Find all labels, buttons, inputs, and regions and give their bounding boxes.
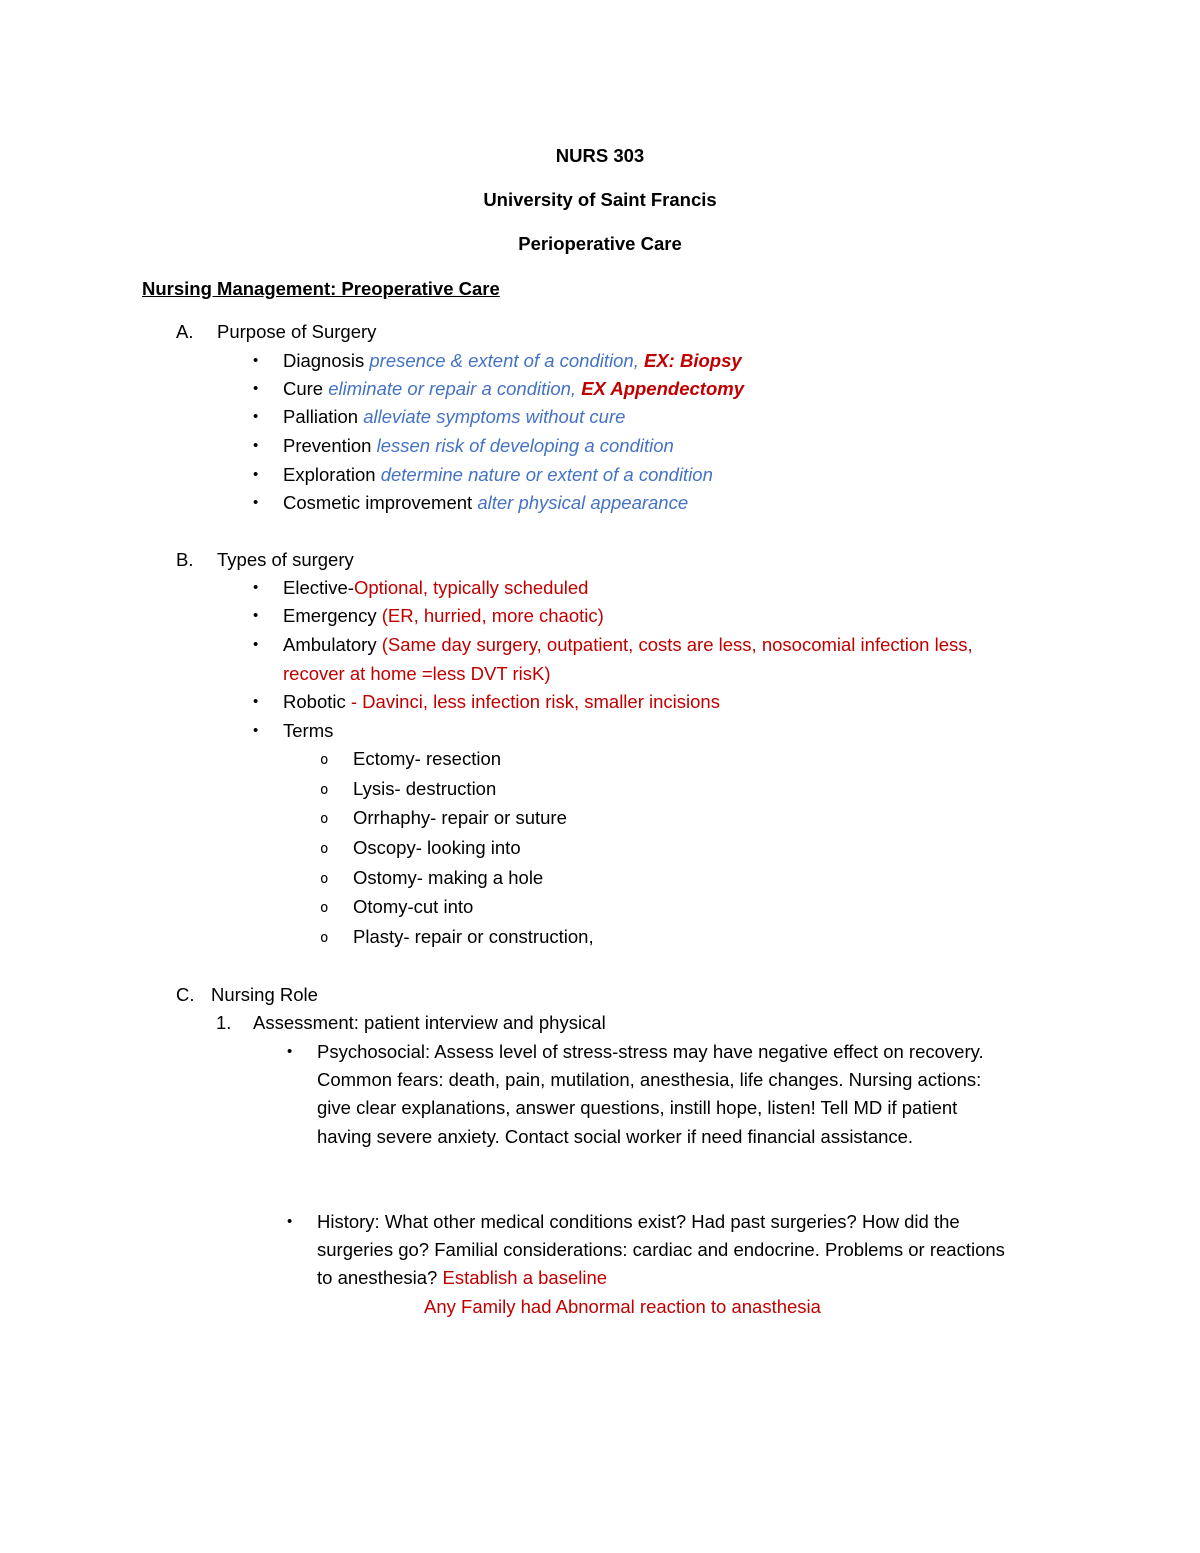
psychosocial-line: having severe anxiety. Contact social worker if need financial assistance. (317, 1126, 914, 1147)
term-item: Ectomy- resection (353, 748, 502, 769)
psychosocial-line: Psychosocial: Assess level of stress-stress may have negative effect on recovery. (317, 1041, 984, 1062)
list-item (283, 463, 713, 487)
item-example: EX Appendectomy (581, 378, 744, 399)
term-item: Ostomy- making a hole (353, 867, 544, 888)
list-item (283, 405, 625, 429)
history-note: Establish a baseline (442, 1267, 608, 1288)
history-line: surgeries go? Familial considerations: cardiac and endocrine. Problems or reactions (317, 1239, 1005, 1260)
list-item (283, 349, 742, 373)
bullet-icon: • (253, 636, 259, 653)
item-term: Elective- (283, 577, 354, 598)
list-item (283, 604, 604, 628)
item-term: Emergency (283, 605, 377, 626)
bullet-icon: • (253, 380, 259, 397)
sub-bullet-icon: o (320, 841, 329, 857)
sub-bullet-icon: o (320, 752, 329, 768)
item-term: Robotic (283, 691, 346, 712)
item-desc: alleviate symptoms without cure (363, 406, 626, 427)
item-desc: presence & extent of a condition, (369, 350, 639, 371)
list-item (283, 633, 973, 657)
section-c-title: Nursing Role (211, 984, 318, 1005)
psychosocial-line: Common fears: death, pain, mutilation, anesthesia, life changes. Nursing actions: (317, 1069, 982, 1090)
history-line (317, 1266, 607, 1290)
bullet-icon: • (253, 693, 259, 710)
bullet-icon: • (253, 408, 259, 425)
sub-section-marker: 1. (216, 1012, 232, 1033)
list-item (283, 576, 588, 600)
item-example: EX: Biopsy (643, 350, 742, 371)
psychosocial-line: give clear explanations, answer questions, instill hope, listen! Tell MD if patient (317, 1097, 958, 1118)
sub-section-title: Assessment: patient interview and physical (253, 1012, 606, 1033)
item-note-continued: recover at home =less DVT risK) (283, 663, 551, 684)
section-a-marker: A. (176, 321, 194, 342)
term-item: Otomy-cut into (353, 896, 474, 917)
term-item: Orrhaphy- repair or suture (353, 807, 567, 828)
item-term: Cosmetic improvement (283, 492, 473, 513)
section-heading: Nursing Management: Preoperative Care (142, 278, 500, 299)
section-b-marker: B. (176, 549, 194, 570)
item-term: Palliation (283, 406, 359, 427)
bullet-icon: • (253, 352, 259, 369)
family-note: Any Family had Abnormal reaction to anasthesia (424, 1296, 821, 1317)
item-term: Cure (283, 378, 324, 399)
item-desc: determine nature or extent of a condition (380, 464, 713, 485)
history-line: History: What other medical conditions exist? Had past surgeries? How did the (317, 1211, 960, 1232)
sub-bullet-icon: o (320, 930, 329, 946)
school-name: University of Saint Francis (483, 189, 717, 210)
section-c-marker: C. (176, 984, 195, 1005)
term-item: Oscopy- looking into (353, 837, 521, 858)
sub-bullet-icon: o (320, 782, 329, 798)
course-title: NURS 303 (555, 145, 645, 166)
bullet-icon: • (253, 494, 259, 511)
bullet-icon: • (287, 1213, 293, 1230)
sub-bullet-icon: o (320, 871, 329, 887)
bullet-icon: • (253, 607, 259, 624)
term-item: Lysis- destruction (353, 778, 497, 799)
bullet-icon: • (253, 722, 259, 739)
item-desc: alter physical appearance (477, 492, 689, 513)
list-item (283, 434, 674, 458)
item-term: Terms (283, 720, 334, 741)
list-item (283, 719, 333, 743)
item-term: Diagnosis (283, 350, 365, 371)
item-note: - Davinci, less infection risk, smaller incisions (350, 691, 720, 712)
bullet-icon: • (253, 579, 259, 596)
list-item (283, 690, 720, 714)
item-note: (Same day surgery, outpatient, costs are less, nosocomial infection less, (381, 634, 973, 655)
item-desc: lessen risk of developing a condition (376, 435, 674, 456)
list-item (283, 491, 688, 515)
history-text: to anesthesia? (317, 1267, 438, 1288)
sub-bullet-icon: o (320, 811, 329, 827)
sub-bullet-icon: o (320, 900, 329, 916)
item-note: Optional, typically scheduled (353, 577, 589, 598)
item-term: Exploration (283, 464, 376, 485)
section-a-title: Purpose of Surgery (217, 321, 377, 342)
bullet-icon: • (287, 1043, 293, 1060)
item-note: (ER, hurried, more chaotic) (381, 605, 604, 626)
item-desc: eliminate or repair a condition, (328, 378, 577, 399)
item-term: Prevention (283, 435, 372, 456)
section-b-title: Types of surgery (217, 549, 354, 570)
term-item: Plasty- repair or construction, (353, 926, 594, 947)
bullet-icon: • (253, 437, 259, 454)
item-term: Ambulatory (283, 634, 377, 655)
list-item (283, 377, 744, 401)
bullet-icon: • (253, 466, 259, 483)
topic-title: Perioperative Care (518, 233, 682, 254)
